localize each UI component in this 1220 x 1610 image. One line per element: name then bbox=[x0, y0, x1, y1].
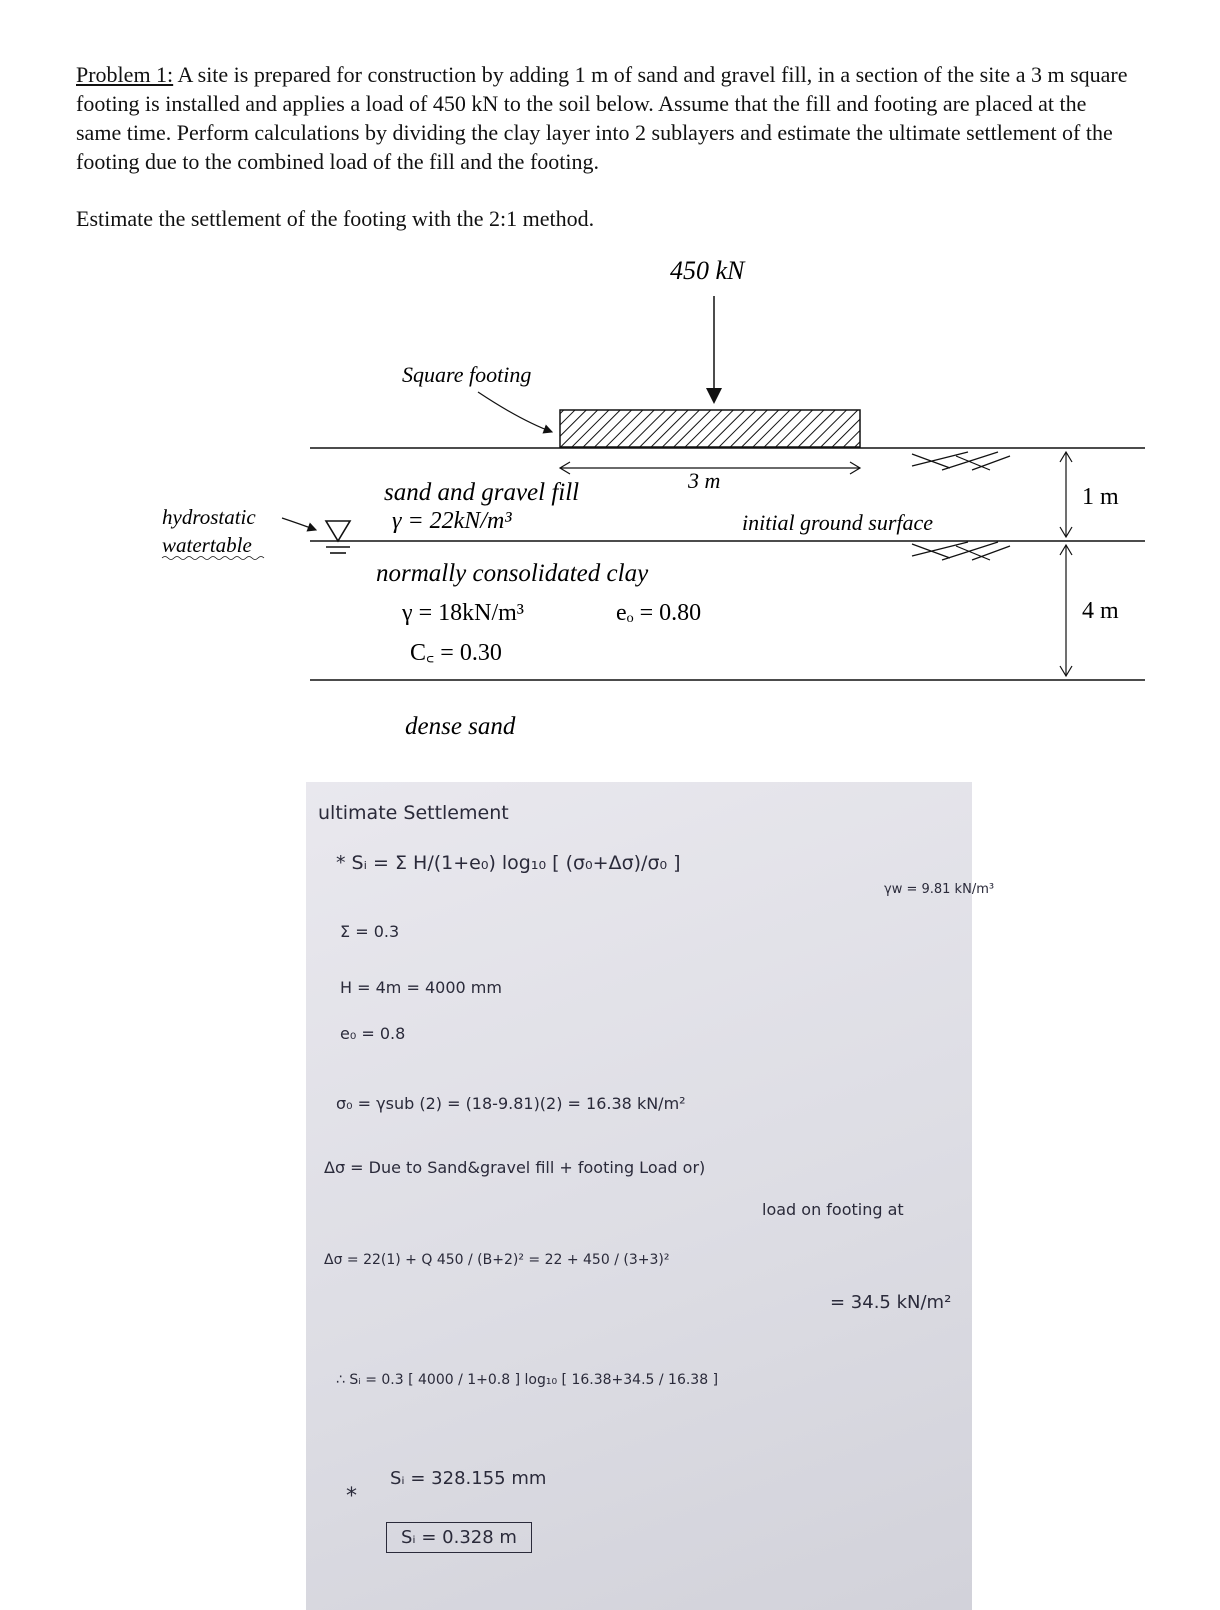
hw-settlement-mm: Sᵢ = 328.155 mm bbox=[390, 1468, 547, 1489]
clay-compression-index: C꜀ = 0.30 bbox=[410, 640, 502, 666]
hw-formula: * Sᵢ = Σ H/(1+e₀) log₁₀ [ (σ₀+Δσ)/σ₀ ] bbox=[336, 852, 681, 874]
hw-dsigma-result: = 34.5 kN/m² bbox=[830, 1292, 952, 1313]
clay-thickness-label: 4 m bbox=[1082, 598, 1119, 624]
hw-dsigma-calc: Δσ = 22(1) + Q 450 / (B+2)² = 22 + 450 / (3+3)² bbox=[324, 1252, 670, 1268]
clay-void-ratio: eₒ = 0.80 bbox=[616, 600, 702, 626]
hw-star: * bbox=[346, 1484, 357, 1509]
ground-surface-label: initial ground surface bbox=[742, 510, 934, 535]
handwritten-solution-photo bbox=[306, 782, 995, 1610]
hw-cc: Σ = 0.3 bbox=[340, 922, 400, 941]
hw-settlement-calc: ∴ Sᵢ = 0.3 [ 4000 / 1+0.8 ] log₁₀ [ 16.38+34.5 / 16.38 ] bbox=[336, 1372, 719, 1388]
load-arrowhead bbox=[706, 388, 722, 404]
hw-dsigma-definition-2: load on footing at bbox=[762, 1200, 904, 1219]
problem-text: A site is prepared for construction by adding 1 m of sand and gravel fill, in a section of the site a 3 m square footing is installed and applies a load of 450 kN to the soil below. Assume that the fill and footing are placed at the same time. Perform calculations by dividing the clay layer into 2 sublayers and estimate the ultimate settlement of the footing due to the combined load of the fill and the footing. bbox=[76, 62, 1128, 174]
hw-dsigma-definition: Δσ = Due to Sand&gravel fill + footing Load or) bbox=[324, 1158, 706, 1177]
clay-label: normally consolidated clay bbox=[376, 560, 649, 587]
ground-hatch-upper bbox=[912, 452, 1010, 470]
watertable-pointer bbox=[282, 518, 316, 530]
watertable-label-line1: hydrostatic bbox=[162, 505, 256, 529]
fill-label: sand and gravel fill bbox=[384, 479, 580, 506]
method-instruction: Estimate the settlement of the footing with the 2:1 method. bbox=[76, 206, 595, 231]
fill-thickness-label: 1 m bbox=[1082, 484, 1119, 510]
ground-hatch-lower bbox=[912, 542, 1010, 560]
watertable-symbol-icon bbox=[326, 521, 350, 553]
hw-title: ultimate Settlement bbox=[318, 802, 509, 824]
hw-sigma0: σ₀ = γsub (2) = (18-9.81)(2) = 16.38 kN/m² bbox=[336, 1094, 686, 1113]
hw-thickness: H = 4m = 4000 mm bbox=[340, 978, 502, 997]
hw-gamma-w: γw = 9.81 kN/m³ bbox=[884, 882, 995, 897]
clay-unit-weight: γ = 18kN/m³ bbox=[402, 600, 525, 626]
hw-settlement-m: Sᵢ = 0.328 m bbox=[386, 1522, 532, 1553]
problem-statement bbox=[76, 60, 1136, 176]
width-label: 3 m bbox=[688, 468, 721, 493]
load-label: 450 kN bbox=[670, 256, 745, 285]
footing-label: Square footing bbox=[402, 362, 532, 387]
footing-pointer bbox=[478, 392, 552, 432]
fill-unit-weight: γ = 22kN/m³ bbox=[392, 508, 512, 534]
problem-title: Problem 1: bbox=[76, 62, 174, 87]
dense-sand-label: dense sand bbox=[405, 713, 516, 740]
watertable-label-line2: watertable bbox=[162, 533, 252, 557]
soil-profile-diagram bbox=[0, 240, 1220, 740]
hw-e0: e₀ = 0.8 bbox=[340, 1024, 406, 1043]
footing bbox=[560, 410, 860, 447]
